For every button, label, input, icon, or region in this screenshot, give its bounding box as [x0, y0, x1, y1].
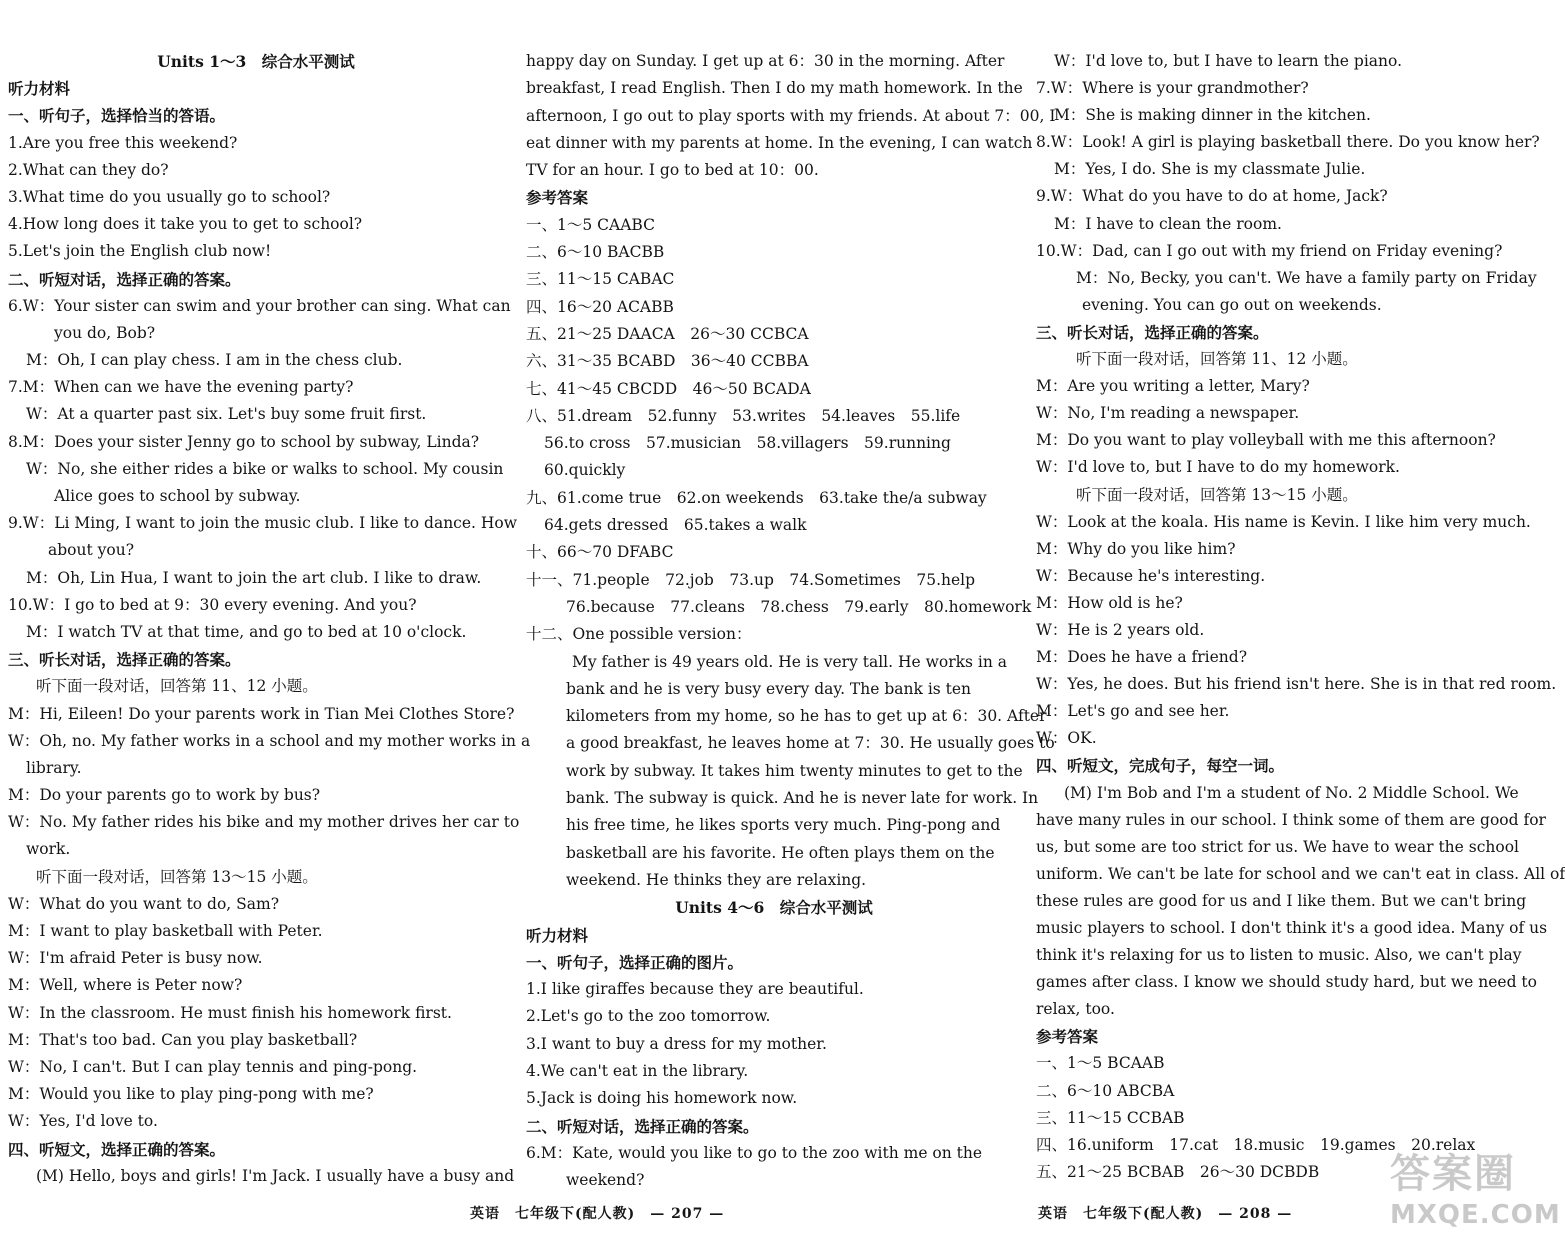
text-line: 听下面一段对话，回答第 13～15 小题。 — [36, 867, 318, 886]
text-line: 听力材料 — [8, 79, 71, 99]
text-line: 三、11～15 CCBAB — [1036, 1108, 1185, 1127]
text-line: his free time, he likes sports very much. Ping-pong and — [566, 816, 1001, 835]
text-line: M：She is making dinner in the kitchen. — [1054, 106, 1371, 125]
text-line: M：Would you like to play ping-pong with me? — [8, 1085, 374, 1104]
watermark — [1390, 1150, 1561, 1242]
text-line: 一、1～5 BCAAB — [1036, 1054, 1165, 1073]
text-line: 2.What can they do? — [8, 160, 169, 179]
text-line: 3.I want to buy a dress for my mother. — [526, 1034, 827, 1053]
text-line: M：Oh, Lin Hua, I want to join the art club. I like to draw. — [26, 568, 482, 587]
text-line: us, but some are too strict for us. We have to wear the school — [1036, 837, 1519, 856]
text-line: M：That's too bad. Can you play basketball? — [8, 1030, 358, 1049]
text-line: M：I have to clean the room. — [1054, 214, 1282, 233]
text-line: 5.Jack is doing his homework now. — [526, 1089, 798, 1108]
text-line: 听下面一段对话，回答第 11、12 小题。 — [1076, 350, 1358, 369]
text-line: W：I'd love to, but I have to learn the piano. — [1054, 52, 1402, 70]
text-line: M：No, Becky, you can't. We have a family party on Friday — [1076, 268, 1537, 287]
text-line: 一、听句子，选择正确的图片。 — [526, 952, 744, 972]
text-line: about you? — [48, 541, 135, 560]
text-line: afternoon, I go out to play sports with my friends. At about 7：00, I — [526, 106, 1056, 125]
text-line: work. — [26, 840, 71, 859]
text-line: 五、21～25 BCBAB 26～30 DCBDB — [1036, 1162, 1320, 1181]
text-line: W：No. My father rides his bike and my mother drives her car to — [8, 813, 520, 832]
text-line: 七、41～45 CBCDD 46～50 BCADA — [526, 379, 811, 398]
text-line: M：Hi, Eileen! Do your parents work in Tian Mei Clothes Store? — [8, 704, 515, 723]
text-line: 二、6～10 BACBB — [526, 243, 665, 262]
watermark-logo: 答案圈 — [1390, 1151, 1516, 1197]
text-line: a good breakfast, he leaves home at 7：30. He usually goes to — [566, 734, 1055, 753]
text-line: W：No, she either rides a bike or walks to school. My cousin — [26, 459, 504, 478]
text-line: 二、6～10 ABCBA — [1036, 1081, 1175, 1100]
text-line: relax, too. — [1036, 1000, 1115, 1019]
text-line: (M) Hello, boys and girls! I'm Jack. I usually have a busy and — [36, 1166, 515, 1185]
text-line: 五、21～25 DAACA 26～30 CCBCA — [526, 324, 809, 343]
text-line: W：I'd love to, but I have to do my homework. — [1036, 458, 1400, 477]
text-line: Units 1～3 综合水平测试 — [157, 52, 355, 71]
text-line: eat dinner with my parents at home. In the evening, I can watch — [526, 133, 1033, 152]
text-line: 三、11～15 CABAC — [526, 270, 675, 289]
text-line: M：Does he have a friend? — [1036, 648, 1248, 667]
text-line: 7.W：Where is your grandmother? — [1036, 79, 1309, 98]
text-line: 听下面一段对话，回答第 13～15 小题。 — [1076, 485, 1358, 504]
text-line: 56.to cross 57.musician 58.villagers 59.running — [544, 434, 951, 453]
text-line: 十、66～70 DFABC — [526, 543, 674, 562]
text-line: M：Why do you like him? — [1036, 539, 1236, 558]
text-line: 二、听短对话，选择正确的答案。 — [526, 1116, 759, 1136]
text-line: kilometers from my home, so he has to get up at 6：30. After — [566, 707, 1047, 726]
text-line: M：Are you writing a letter, Mary? — [1036, 377, 1310, 396]
left-column — [8, 48, 531, 1190]
text-line: W：Yes, he does. But his friend isn't here. She is in that red room. — [1036, 675, 1557, 694]
text-line: uniform. We can't be late for school and we can't eat in class. All of — [1036, 864, 1565, 883]
text-line: M：Yes, I do. She is my classmate Julie. — [1054, 160, 1366, 179]
text-line: 六、31～35 BCABD 36～40 CCBBA — [526, 352, 809, 371]
text-line: Units 4～6 综合水平测试 — [675, 898, 873, 918]
text-line: W：Yes, I'd love to. — [8, 1112, 158, 1131]
text-line: 四、听短文，选择正确的答案。 — [8, 1139, 226, 1159]
text-line: W：Because he's interesting. — [1036, 566, 1266, 585]
text-line: 9.W：What do you have to do at home, Jack? — [1036, 187, 1388, 206]
text-line: 64.gets dressed 65.takes a walk — [544, 516, 807, 535]
text-line: 76.because 77.cleans 78.chess 79.early 80.homework — [566, 597, 1032, 616]
text-line: W：What do you want to do, Sam? — [8, 894, 280, 913]
text-line: 4.We can't eat in the library. — [526, 1061, 749, 1080]
text-line: W：No, I'm reading a newspaper. — [1036, 404, 1300, 423]
text-line: 10.W：I go to bed at 9：30 every evening. And you? — [8, 595, 417, 614]
text-line: W：Oh, no. My father works in a school and my mother works in a — [8, 731, 531, 750]
text-line: 三、听长对话，选择正确的答案。 — [8, 650, 241, 670]
text-line: breakfast, I read English. Then I do my math homework. In the — [526, 79, 1023, 98]
text-line: 6.M：Kate, would you like to go to the zoo with me on the — [526, 1143, 983, 1162]
text-line: bank and he is very busy every day. The bank is ten — [566, 679, 972, 698]
text-line: 7.M：When can we have the evening party? — [8, 378, 354, 397]
text-line: 3.What time do you usually go to school? — [8, 187, 331, 206]
text-line: 1.I like giraffes because they are beautiful. — [526, 980, 864, 999]
text-line: evening. You can go out on weekends. — [1082, 295, 1382, 314]
text-line: 5.Let's join the English club now! — [8, 242, 272, 261]
text-line: (M) I'm Bob and I'm a student of No. 2 Middle School. We — [1064, 783, 1519, 802]
text-line: happy day on Sunday. I get up at 6：30 in the morning. After — [526, 52, 1005, 70]
text-line: 6.W：Your sister can swim and your brother can sing. What can — [8, 296, 511, 315]
text-line: My father is 49 years old. He is very tall. He works in a — [572, 652, 1007, 671]
right-column — [1036, 48, 1565, 1186]
text-line: M：Do you want to play volleyball with me this afternoon? — [1036, 431, 1496, 450]
text-line: 四、听短文，完成句子，每空一词。 — [1036, 756, 1285, 776]
text-line: W：In the classroom. He must finish his homework first. — [8, 1003, 452, 1022]
text-line: weekend. He thinks they are relaxing. — [566, 870, 867, 889]
text-line: W：OK. — [1036, 729, 1097, 748]
text-line: 二、听短对话，选择正确的答案。 — [8, 269, 241, 289]
text-line: W：He is 2 years old. — [1036, 620, 1205, 639]
text-line: 九、61.come true 62.on weekends 63.take the/a subway — [526, 488, 987, 507]
text-line: have many rules in our school. I think some of them are good for — [1036, 810, 1546, 829]
text-line: 参考答案 — [1036, 1027, 1099, 1047]
text-line: you do, Bob? — [54, 323, 156, 342]
text-line: bank. The subway is quick. And he is never late for work. In — [566, 789, 1039, 808]
watermark-url: MXQE.COM — [1390, 1200, 1561, 1230]
text-line: 听下面一段对话，回答第 11、12 小题。 — [36, 677, 318, 696]
text-line: think it's relaxing for us to listen to music. Also, we can't play — [1036, 946, 1522, 965]
text-line: 一、1～5 CAABC — [526, 215, 655, 234]
text-line: 八、51.dream 52.funny 53.writes 54.leaves 55.life — [526, 406, 961, 425]
page-footer-208: 英语 七年级下(配人教) — 208 — — [1038, 1206, 1293, 1222]
text-line: these rules are good for us and I like them. But we can't bring — [1036, 891, 1527, 910]
text-line: basketball are his favorite. He often plays them on the — [566, 843, 995, 862]
text-line: W：Look at the koala. His name is Kevin. I like him very much. — [1036, 512, 1531, 531]
text-line: W：At a quarter past six. Let's buy some fruit first. — [26, 405, 427, 424]
text-line: 十一、71.people 72.job 73.up 74.Sometimes 75.help — [526, 570, 976, 589]
text-line: 参考答案 — [526, 188, 589, 208]
page-footer-207: 英语 七年级下(配人教) — 207 — — [470, 1206, 725, 1222]
text-line: M：Oh, I can play chess. I am in the chess club. — [26, 351, 403, 370]
text-line: M：I watch TV at that time, and go to bed at 10 o'clock. — [26, 622, 467, 641]
text-line: 三、听长对话，选择正确的答案。 — [1036, 322, 1269, 342]
text-line: Alice goes to school by subway. — [54, 487, 301, 505]
text-line: library. — [26, 758, 82, 777]
text-line: work by subway. It takes him twenty minutes to get to the — [566, 761, 1023, 780]
text-line: M：Let's go and see her. — [1036, 702, 1230, 721]
text-line: W：No, I can't. But I can play tennis and ping-pong. — [8, 1057, 418, 1076]
text-line: 1.Are you free this weekend? — [8, 133, 238, 152]
text-line: M：How old is he? — [1036, 593, 1183, 612]
text-line: 十二、One possible version： — [526, 625, 752, 644]
text-line: 四、16～20 ACABB — [526, 297, 674, 316]
text-line: games after class. I know we should study hard, but we need to — [1036, 973, 1537, 992]
text-line: 4.How long does it take you to get to school? — [8, 215, 363, 234]
text-line: 听力材料 — [526, 925, 589, 945]
text-line: TV for an hour. I go to bed at 10：00. — [526, 161, 819, 180]
text-line: music players to school. I don't think it's a good idea. Many of us — [1036, 919, 1548, 937]
text-line: weekend? — [566, 1171, 645, 1190]
text-line: 8.M：Does your sister Jenny go to school by subway, Linda? — [8, 432, 480, 451]
text-line: 一、听句子，选择恰当的答语。 — [8, 106, 226, 126]
middle-column — [526, 48, 1056, 1194]
text-line: 四、16.uniform 17.cat 18.music 19.games 20.relax — [1036, 1135, 1476, 1154]
text-line: M：Do your parents go to work by bus? — [8, 786, 321, 805]
text-line: 9.W：Li Ming, I want to join the music club. I like to dance. How — [8, 514, 517, 533]
text-line: M：Well, where is Peter now? — [8, 976, 243, 995]
text-line: W：I'm afraid Peter is busy now. — [8, 949, 263, 968]
text-line: 60.quickly — [544, 461, 626, 480]
text-line: M：I want to play basketball with Peter. — [8, 922, 323, 940]
text-line: 8.W：Look! A girl is playing basketball there. Do you know her? — [1036, 133, 1540, 152]
text-line: 2.Let's go to the zoo tomorrow. — [526, 1007, 771, 1026]
text-line: 10.W：Dad, can I go out with my friend on Friday evening? — [1036, 241, 1503, 260]
